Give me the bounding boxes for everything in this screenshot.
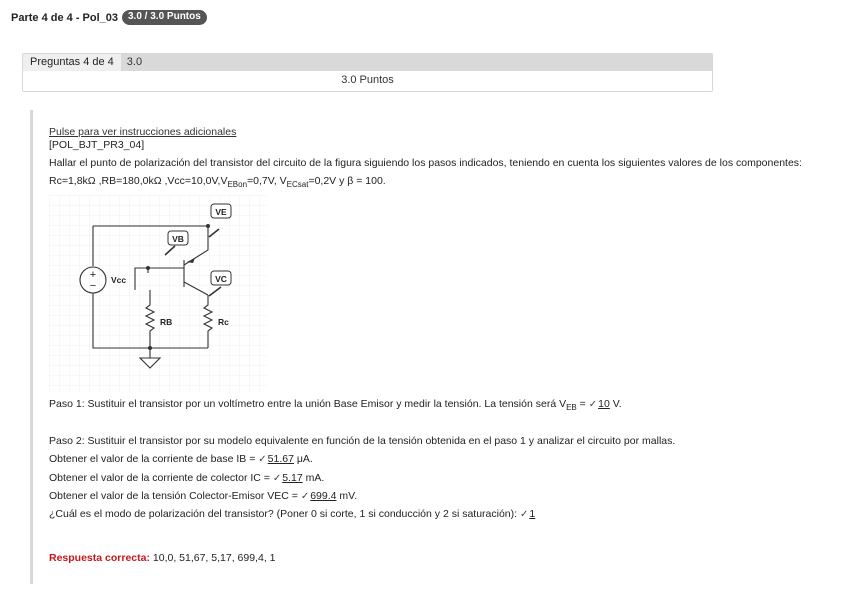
vec-unit: mV. — [336, 490, 358, 502]
ic-unit: mA. — [302, 472, 325, 484]
check-icon: ✓ — [588, 399, 598, 410]
step1-equals: = — [576, 398, 589, 410]
answer-mode[interactable]: 1 — [529, 508, 536, 520]
step2-line: Paso 2: Sustituir el transistor por su modelo equivalente en función de la tensión obtenida en el paso 1 y analizar el circuito por mallas. — [49, 435, 676, 447]
page-header — [11, 10, 207, 25]
page-title: Parte 4 de 4 - Pol_03 — [11, 11, 118, 24]
answer-vec[interactable]: 699.4 — [310, 490, 337, 502]
ic-text: Obtener el valor de la corriente de colector IC = — [49, 472, 273, 484]
ib-text: Obtener el valor de la corriente de base IB = — [49, 453, 259, 465]
instructions-link[interactable]: Pulse para ver instrucciones adicionales — [49, 126, 237, 138]
problem-statement: Hallar el punto de polarización del transistor del circuito de la figura siguiendo los pasos indicados, teniendo en cuenta los siguientes valores de los componentes: — [49, 157, 802, 169]
step1-line — [49, 398, 622, 412]
vec-line — [49, 490, 357, 502]
ib-line — [49, 453, 313, 465]
answer-veb[interactable]: 10 — [598, 398, 610, 410]
values-mid: =0,7V, V — [247, 175, 287, 187]
circuit-diagram — [49, 195, 267, 393]
veb-subscript: EBon — [227, 180, 248, 190]
component-values — [49, 175, 386, 189]
score-badge: 3.0 / 3.0 Puntos — [122, 10, 207, 25]
check-icon: ✓ — [519, 509, 529, 520]
step1-subscript: EB — [566, 403, 577, 413]
check-icon: ✓ — [300, 491, 310, 502]
source-plus: + — [89, 269, 97, 281]
check-icon: ✓ — [272, 473, 282, 484]
ic-line — [49, 472, 324, 484]
rc-label: Rc — [218, 317, 229, 327]
step1-unit: V. — [609, 398, 622, 410]
question-code: [POL_BJT_PR3_04] — [49, 139, 145, 151]
values-suffix: =0,2V y β = 100. — [308, 175, 386, 187]
ib-unit: μA. — [293, 453, 313, 465]
correct-answer-values: 10,0, 51,67, 5,17, 699,4, 1 — [149, 552, 276, 564]
question-score: 3.0 — [126, 56, 143, 68]
correct-answer-line — [49, 552, 276, 564]
question-points: 3.0 Puntos — [341, 74, 394, 86]
source-minus: − — [89, 280, 97, 292]
question-box — [22, 53, 713, 92]
question-number: Preguntas 4 de 4 — [23, 54, 121, 71]
correct-answer-label: Respuesta correcta: — [49, 552, 150, 564]
mode-text: ¿Cuál es el modo de polarización del transistor? (Poner 0 si corte, 1 si conducción y 2 si saturación): — [49, 508, 520, 520]
values-prefix: Rc=1,8kΩ ,RB=180,0kΩ ,Vcc=10,0V,V — [49, 175, 228, 187]
probe-vb-label: VB — [172, 234, 184, 244]
vec-text: Obtener el valor de la tensión Colector-Emisor VEC = — [49, 490, 301, 502]
probe-ve-label: VE — [215, 207, 227, 217]
answer-ic[interactable]: 5.17 — [282, 472, 303, 484]
vcc-label: Vcc — [111, 275, 127, 285]
probe-vc-label: VC — [215, 274, 227, 284]
rb-label: RB — [160, 317, 173, 327]
mode-line — [49, 508, 535, 520]
question-content — [30, 110, 833, 584]
answer-ib[interactable]: 51.67 — [267, 453, 294, 465]
check-icon: ✓ — [258, 454, 267, 465]
vec-subscript: ECsat — [286, 180, 309, 190]
question-bar — [23, 54, 712, 71]
step1-text: Paso 1: Sustituir el transistor por un voltímetro entre la unión Base Emisor y medir la tensión. La tensión será V — [49, 398, 567, 410]
